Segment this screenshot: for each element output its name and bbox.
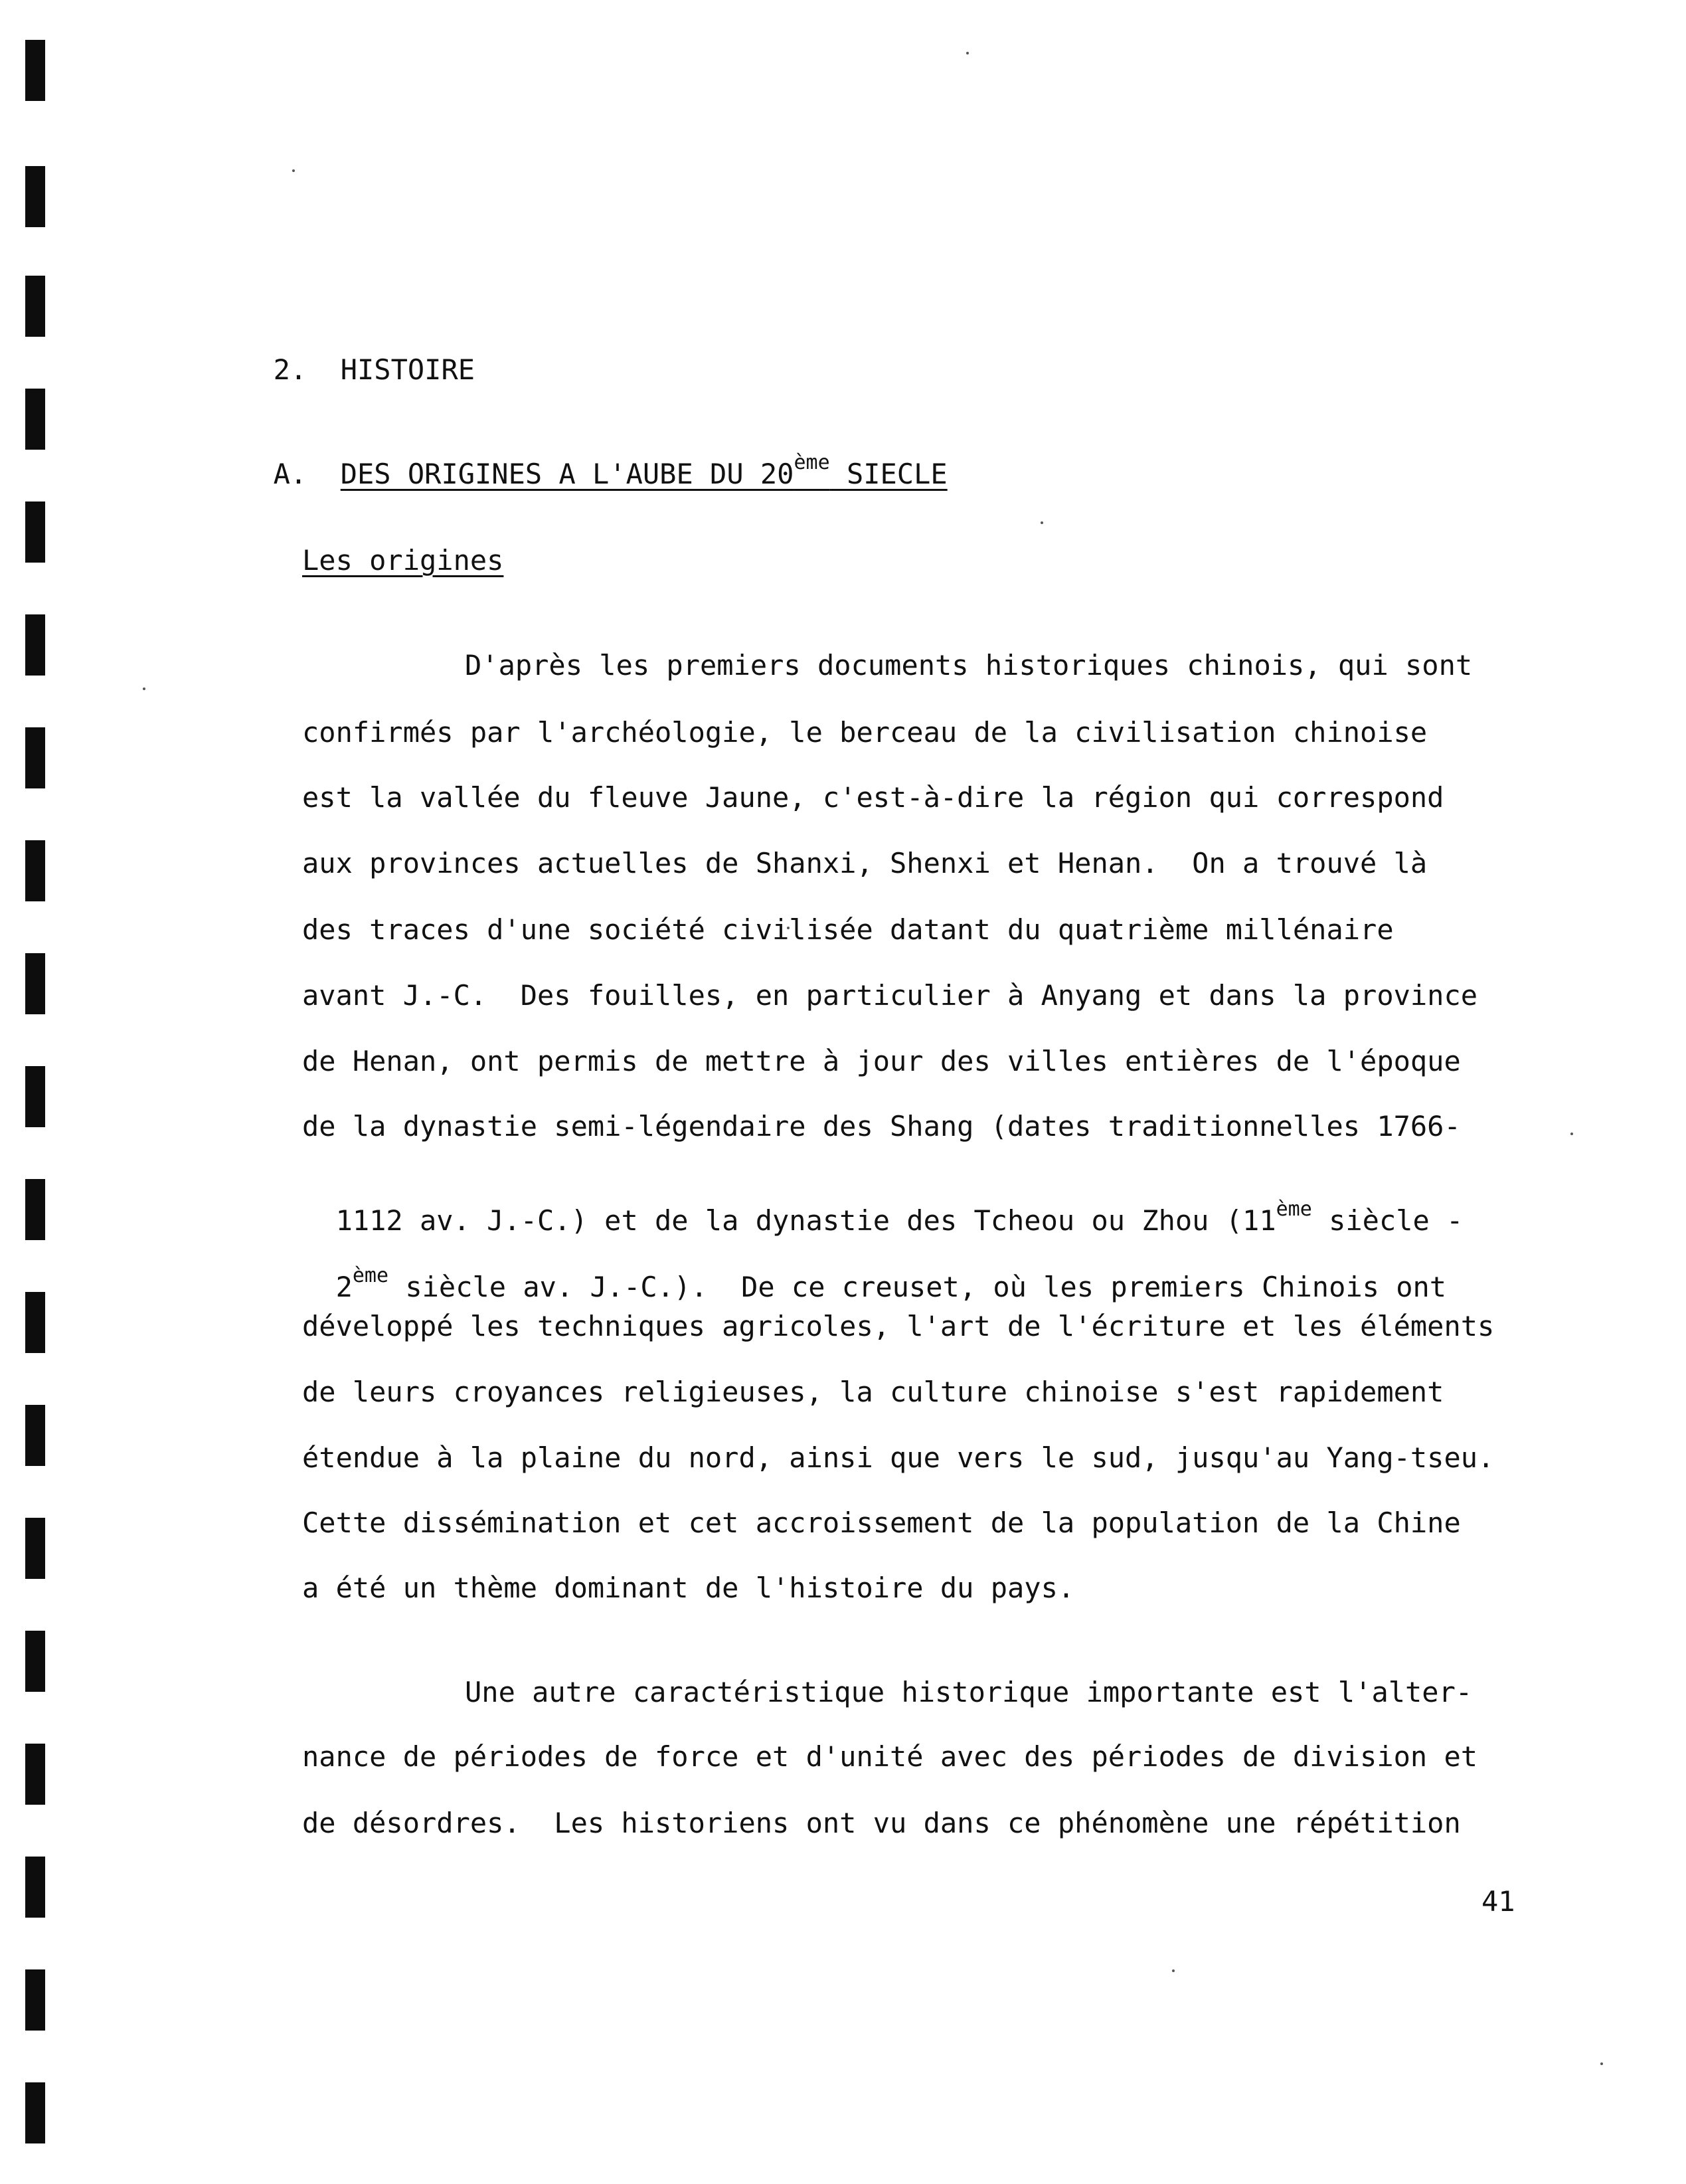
paragraph-line: 2ème siècle av. J.-C.). De ce creuset, où les premiers Chinois ont: [335, 1264, 1447, 1303]
paragraph-line: de Henan, ont permis de mettre à jour des villes entières de l'époque: [302, 1045, 1461, 1077]
scan-speck: [292, 169, 295, 172]
paragraph-line: aux provinces actuelles de Shanxi, Shenxi et Henan. On a trouvé là: [302, 847, 1428, 879]
section-number: 2.: [273, 353, 307, 386]
binding-hole: [25, 1857, 45, 1918]
binding-hole: [25, 1179, 45, 1240]
section-title: HISTOIRE: [340, 353, 475, 386]
binding-hole: [25, 953, 45, 1014]
binding-hole: [25, 2082, 45, 2143]
paragraph-line: confirmés par l'archéologie, le berceau de la civilisation chinoise: [302, 716, 1428, 749]
subsection-letter: A.: [273, 458, 307, 490]
scan-speck: [1570, 1133, 1573, 1135]
binding-hole: [25, 1066, 45, 1127]
binding-hole: [25, 1518, 45, 1579]
paragraph-line: étendue à la plaine du nord, ainsi que vers le sud, jusqu'au Yang-tseu.: [302, 1441, 1495, 1474]
scan-speck: [1041, 521, 1043, 524]
scan-speck: [1172, 1969, 1175, 1972]
paragraph-line: avant J.-C. Des fouilles, en particulier à Anyang et dans la province: [302, 979, 1478, 1012]
binding-hole: [25, 727, 45, 788]
binding-hole: [25, 501, 45, 563]
paragraph-line: des traces d'une société civilisée datant du quatrième millénaire: [302, 913, 1394, 946]
paragraph-line: D'après les premiers documents historiques chinois, qui sont: [465, 649, 1473, 682]
scan-speck: [143, 687, 145, 690]
binding-hole: [25, 1631, 45, 1692]
paragraph-line: Cette dissémination et cet accroissement de la population de la Chine: [302, 1506, 1461, 1539]
subsection-heading: [240, 432, 948, 488]
paragraph-line: de leurs croyances religieuses, la culture chinoise s'est rapidement: [302, 1376, 1444, 1408]
binding-hole: [25, 1744, 45, 1805]
paragraph-line: 1112 av. J.-C.) et de la dynastie des Tcheou ou Zhou (11ème siècle -: [335, 1198, 1464, 1237]
section-heading: [240, 328, 475, 384]
binding-hole: [25, 1292, 45, 1353]
binding-hole: [25, 1969, 45, 2031]
binding-hole: [25, 276, 45, 337]
binding-hole: [25, 1405, 45, 1466]
paragraph-line: développé les techniques agricoles, l'art de l'écriture et les éléments: [302, 1310, 1495, 1342]
binding-hole: [25, 389, 45, 450]
binding-hole: [25, 166, 45, 227]
paragraph-line: a été un thème dominant de l'histoire du pays.: [302, 1572, 1075, 1604]
binding-holes: [25, 40, 45, 2165]
paragraph-line: nance de périodes de force et d'unité avec des périodes de division et: [302, 1740, 1478, 1773]
subsection-title: DES ORIGINES A L'AUBE DU 20ème SIECLE: [340, 451, 948, 490]
paragraph-line: Une autre caractéristique historique importante est l'alter-: [465, 1676, 1473, 1708]
binding-hole: [25, 614, 45, 676]
binding-hole: [25, 840, 45, 901]
scan-speck: [966, 52, 969, 54]
scan-speck: [1600, 2062, 1603, 2065]
paragraph-line: de la dynastie semi-légendaire des Shang (dates traditionnelles 1766-: [302, 1110, 1461, 1142]
binding-hole: [25, 40, 45, 101]
subheading-les-origines: Les origines: [302, 544, 504, 577]
paragraph-line: de désordres. Les historiens ont vu dans ce phénomène une répétition: [302, 1807, 1461, 1839]
paragraph-line: est la vallée du fleuve Jaune, c'est-à-dire la région qui correspond: [302, 781, 1444, 814]
page-number: 41: [1481, 1885, 1515, 1918]
